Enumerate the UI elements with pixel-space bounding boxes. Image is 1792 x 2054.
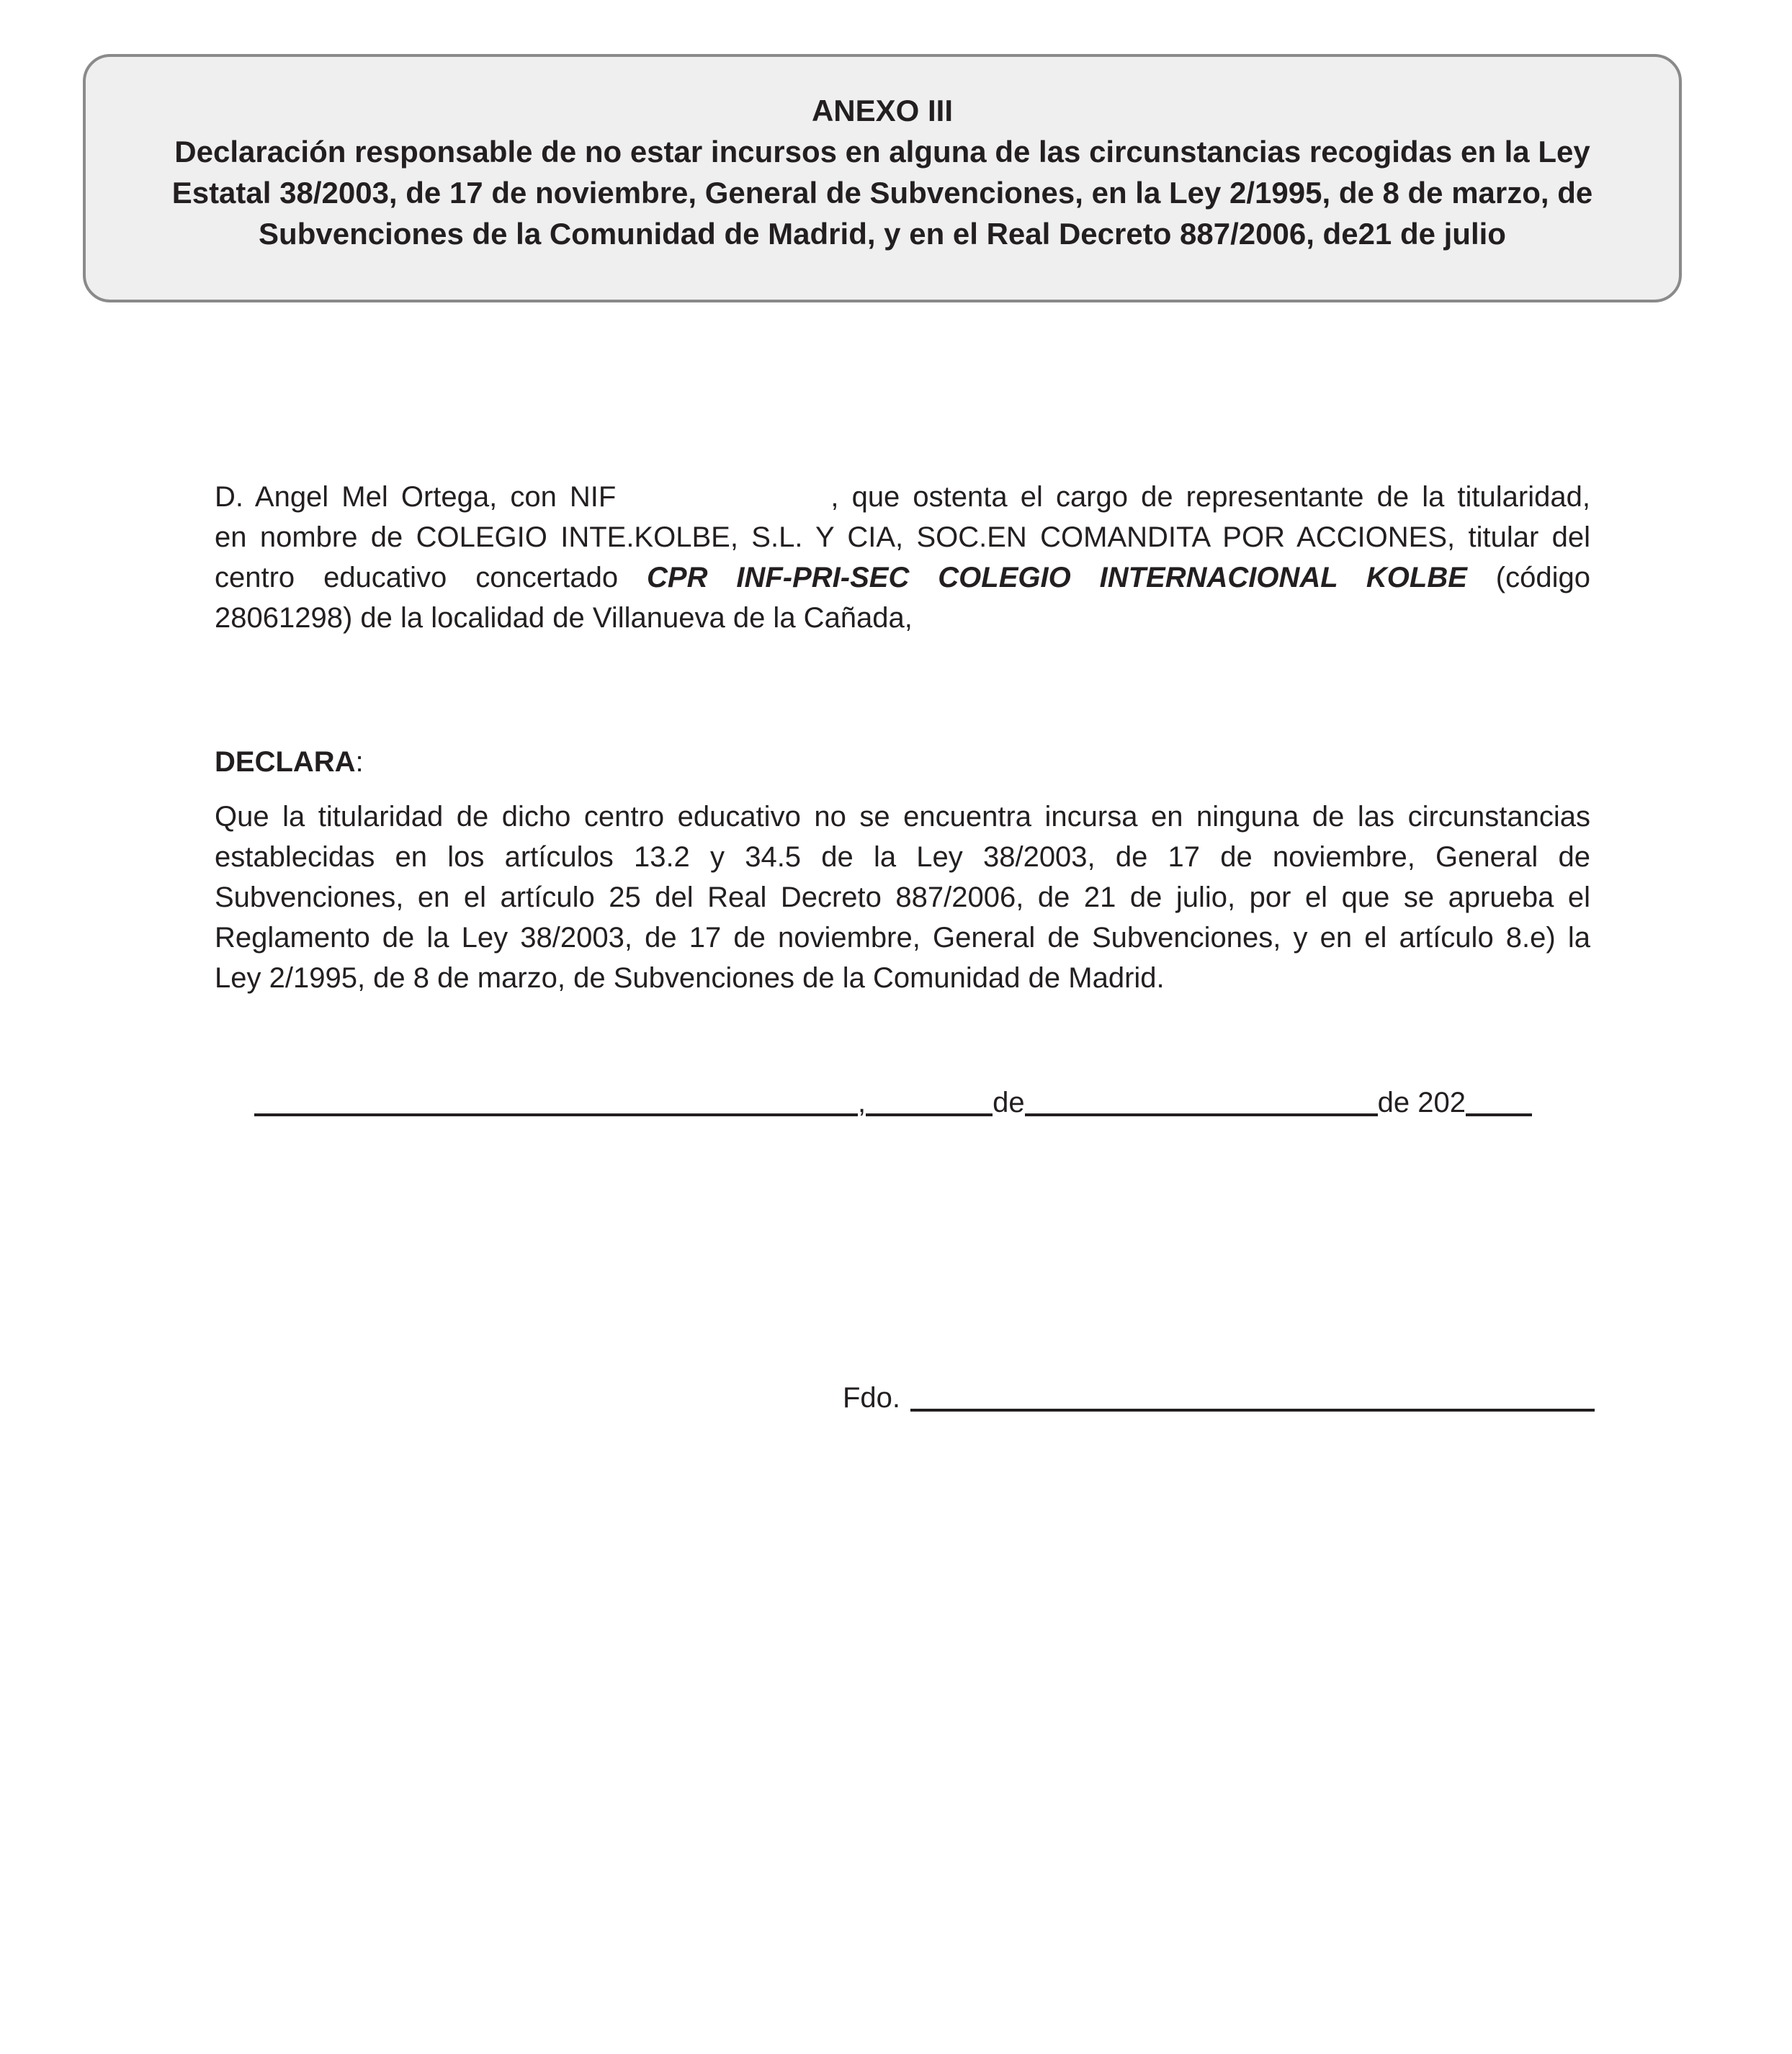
declaration-line-4: Reglamento de la Ley 38/2003, de 17 de noviembre, General de Subvenciones, y en el artículo 8.e) la (215, 922, 1590, 954)
declara-heading (215, 742, 364, 782)
day-blank[interactable] (866, 1080, 993, 1116)
intro-role-text: , que ostenta el cargo de representante de la titularidad, (830, 481, 1590, 513)
signature-blank[interactable] (910, 1376, 1595, 1412)
annex-title: ANEXO III (811, 94, 954, 127)
declaration-line-5: Ley 2/1995, de 8 de marzo, de Subvenciones de la Comunidad de Madrid. (215, 962, 1165, 994)
date-place-line (254, 1080, 1532, 1123)
date-comma: , (858, 1087, 866, 1118)
declaration-line-2: establecidas en los artículos 13.2 y 34.5 de la Ley 38/2003, de 17 de noviembre, General de (215, 841, 1590, 873)
intro-center-prefix: centro educativo concertado (215, 562, 619, 593)
annex-subtitle-line-1: Declaración responsable de no estar incursos en alguna de las circunstancias recogidas en la Ley (174, 135, 1590, 169)
intro-paragraph (215, 477, 1590, 638)
intro-code-label: (código (1495, 562, 1590, 593)
intro-line-1 (215, 477, 1590, 517)
place-blank[interactable] (254, 1080, 858, 1116)
annex-header-box (83, 54, 1682, 302)
declaration-line-3: Subvenciones, en el artículo 25 del Real Decreto 887/2006, de 21 de julio, por el que se aprueba el (215, 882, 1590, 913)
date-de-year: de 202 (1377, 1087, 1466, 1118)
intro-line-4: 28061298) de la localidad de Villanueva de la Cañada, (215, 602, 913, 634)
intro-line-3 (215, 557, 1590, 598)
declaration-line-1: Que la titularidad de dicho centro educativo no se encuentra incursa en ninguna de las circunstancias (215, 801, 1590, 833)
annex-subtitle-line-2: Estatal 38/2003, de 17 de noviembre, General de Subvenciones, en la Ley 2/1995, de 8 de marzo, de (171, 176, 1593, 210)
month-blank[interactable] (1025, 1080, 1378, 1116)
intro-line-2: en nombre de COLEGIO INTE.KOLBE, S.L. Y CIA, SOC.EN COMANDITA POR ACCIONES, titular del (215, 521, 1590, 553)
date-de-1: de (993, 1087, 1025, 1118)
intro-name-text: D. Angel Mel Ortega, con NIF (215, 481, 617, 513)
declara-label: DECLARA (215, 746, 356, 778)
signature-line (843, 1376, 1595, 1418)
center-name: CPR INF-PRI-SEC COLEGIO INTERNACIONAL KOLBE (647, 562, 1467, 593)
declaration-paragraph (215, 797, 1590, 998)
year-blank[interactable] (1466, 1080, 1532, 1116)
declara-colon: : (355, 746, 364, 778)
signature-label: Fdo. (843, 1382, 901, 1414)
annex-subtitle-line-3: Subvenciones de la Comunidad de Madrid, y en el Real Decreto 887/2006, de21 de julio (259, 217, 1506, 251)
